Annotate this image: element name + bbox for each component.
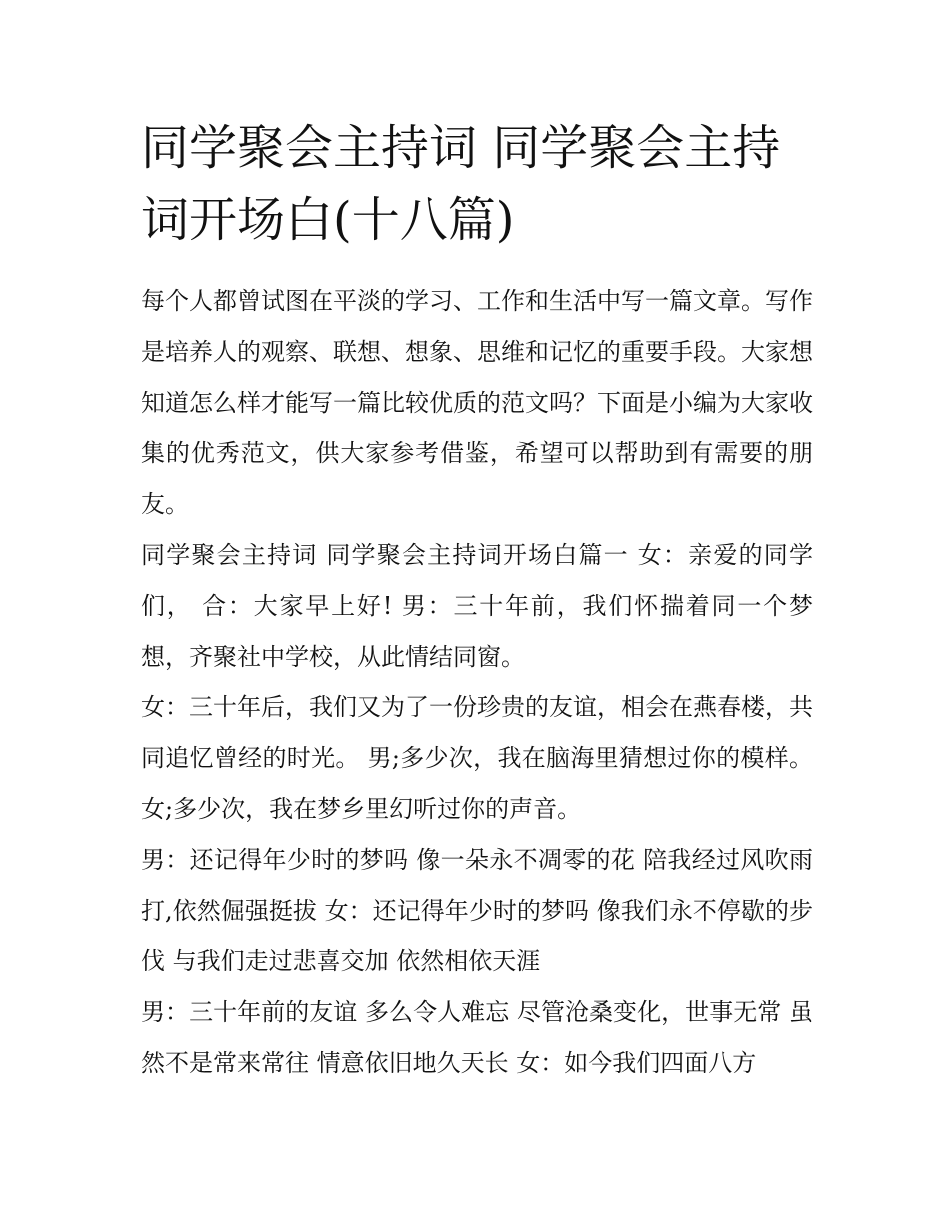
document-title: 同学聚会主持词 同学聚会主持词开场白(十八篇): [141, 120, 781, 248]
paragraph-opening: 同学聚会主持词 同学聚会主持词开场白篇一 女：亲爱的同学们， 合：大家早上好! 男：三十年前，我们怀揣着同一个梦想，齐聚社中学校，从此情结同窗。: [141, 540, 813, 671]
paragraph-dialogue-2: 男：还记得年少时的梦吗 像一朵永不凋零的花 陪我经过风吹雨打,依然倔强挺拔 女：还记得年少时的梦吗 像我们永不停歇的步伐 与我们走过悲喜交加 依然相依天涯: [141, 845, 813, 976]
paragraph-dialogue-1: 女：三十年后，我们又为了一份珍贵的友谊，相会在燕春楼，共同追忆曾经的时光。 男;多少次，我在脑海里猜想过你的模样。 女;多少次，我在梦乡里幻听过你的声音。: [141, 693, 813, 823]
document-body: [141, 276, 813, 1089]
paragraph-intro: 每个人都曾试图在平淡的学习、工作和生活中写一篇文章。写作是培养人的观察、联想、想象、思维和记忆的重要手段。大家想知道怎么样才能写一篇比较优质的范文吗？下面是小编为大家收集的优秀范文，供大家参考借鉴，希望可以帮助到有需要的朋友。: [141, 287, 813, 519]
paragraph-dialogue-3: 男：三十年前的友谊 多么令人难忘 尽管沧桑变化，世事无常 虽然不是常来常往 情意依旧地久天长 女：如今我们四面八方: [141, 998, 813, 1077]
